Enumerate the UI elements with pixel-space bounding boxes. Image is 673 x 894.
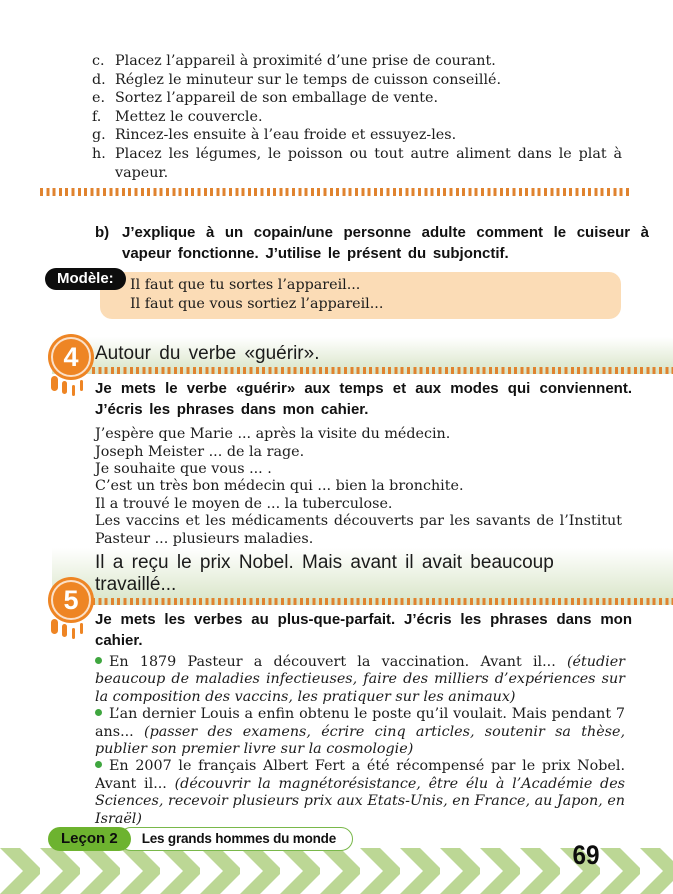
exercise-5-header bbox=[52, 548, 673, 615]
list-item bbox=[92, 89, 622, 108]
exercise-4 bbox=[0, 337, 673, 548]
list-text: Réglez le minuteur sur le temps de cuisson conseillé. bbox=[115, 71, 502, 88]
steps-list bbox=[92, 52, 622, 182]
exercise-4-number-badge bbox=[48, 334, 94, 380]
bullet-text: En 1879 Pasteur a découvert la vaccination. Avant il... bbox=[109, 654, 556, 670]
exercise-5-instruction: Je mets les verbes au plus-que-parfait. J’écris les phrases dans mon cahier. bbox=[95, 611, 632, 649]
exercise-number: 4 bbox=[63, 341, 79, 372]
exercise-5-title: Il a reçu le prix Nobel. Mais avant il avait beaucoup travaillé... bbox=[95, 552, 554, 595]
bullet-item bbox=[95, 758, 625, 828]
exercise-number: 5 bbox=[63, 584, 79, 615]
modele-label: Modèle: bbox=[45, 268, 126, 290]
exercise-4-instruction: Je mets le verbe «guérir» aux temps et aux modes qui conviennent. J’écris les phrases dans mon cahier. bbox=[95, 380, 632, 419]
modele-line: Il faut que vous sortiez l’appareil... bbox=[130, 296, 384, 313]
sentence: Les vaccins et les médicaments découverts par les savants de l’Institut Pasteur ... plusieurs maladies. bbox=[95, 513, 622, 547]
bullet-hint: (étudier beaucoup de maladies infectieuses, faire des milliers d’expériences sur la composition des vaccins, les pratiquer sur les animaux) bbox=[95, 654, 625, 705]
list-text: Mettez le couvercle. bbox=[115, 108, 263, 125]
sentence: C’est un très bon médecin qui ... bien la bronchite. bbox=[95, 478, 464, 495]
lesson-title: Les grands hommes du monde bbox=[119, 827, 353, 851]
dotted-separator bbox=[40, 188, 632, 196]
list-marker: g. bbox=[92, 127, 106, 144]
list-text: Placez l’appareil à proximité d’une prise de courant. bbox=[115, 53, 496, 69]
sentence-list bbox=[95, 426, 622, 548]
exercise-5-number-badge bbox=[48, 577, 94, 623]
bullet-text: L’an dernier Louis a enfin obtenu le poste qu’il voulait. Mais pendant 7 ans... bbox=[95, 706, 625, 740]
list-item bbox=[92, 145, 622, 182]
list-item bbox=[92, 108, 622, 127]
bullet-dot-icon bbox=[95, 709, 102, 716]
task-marker: b) bbox=[95, 224, 110, 242]
sentence: Joseph Meister ... de la rage. bbox=[95, 443, 305, 460]
bullet-dot-icon bbox=[95, 761, 102, 768]
modele-line: Il faut que tu sortes l’appareil... bbox=[130, 277, 361, 294]
list-text: Placez les légumes, le poisson ou tout autre aliment dans le plat à vapeur. bbox=[115, 145, 622, 181]
list-marker: d. bbox=[92, 71, 106, 88]
bullet-item bbox=[95, 654, 625, 706]
bullet-item bbox=[95, 706, 625, 758]
page-number: 69 bbox=[572, 840, 600, 870]
exercise-5 bbox=[0, 548, 673, 828]
bullet-list bbox=[95, 654, 625, 828]
task-text: J’explique à un copain/une personne adulte comment le cuiseur à vapeur fonctionne. J’utilise le présent du subjonctif. bbox=[122, 224, 649, 263]
modele-box bbox=[100, 272, 621, 319]
sentence: Je souhaite que vous ... . bbox=[95, 460, 272, 477]
dotted-underline bbox=[92, 598, 673, 605]
list-marker: e. bbox=[92, 90, 106, 107]
list-item bbox=[92, 71, 622, 90]
task-b-instruction bbox=[95, 222, 649, 264]
exercise-4-title: Autour du verbe «guérir». bbox=[95, 343, 320, 365]
bullet-dot-icon bbox=[95, 657, 102, 664]
list-item bbox=[92, 52, 622, 71]
list-item bbox=[92, 126, 622, 145]
list-marker: f. bbox=[92, 108, 102, 125]
bullet-hint: (découvrir la magnétorésistance, être élu à l’Académie des Sciences, recevoir plusieurs prix aux Etats-Unis, en France, au Japon, en Israël) bbox=[95, 775, 626, 827]
list-marker: h. bbox=[92, 145, 106, 162]
list-text: Rincez-les ensuite à l’eau froide et essuyez-les. bbox=[115, 127, 457, 144]
sentence: J’espère que Marie ... après la visite du médecin. bbox=[95, 426, 451, 443]
bullet-text: En 2007 le français Albert Fert a été récompensé par le prix Nobel. Avant il... bbox=[95, 758, 625, 792]
sentence: Il a trouvé le moyen de ... la tuberculose. bbox=[95, 495, 393, 512]
list-text: Sortez l’appareil de son emballage de vente. bbox=[115, 90, 438, 107]
modele-example bbox=[57, 270, 621, 319]
list-marker: c. bbox=[92, 53, 105, 69]
exercise-4-header bbox=[52, 337, 673, 374]
footer-lesson bbox=[48, 827, 353, 851]
bullet-hint: (passer des examens, écrire cinq articles, soutenir sa thèse, publier son premier livre sur la cosmologie) bbox=[95, 723, 625, 758]
dotted-underline bbox=[92, 367, 673, 374]
lesson-badge: Leçon 2 bbox=[48, 827, 131, 851]
